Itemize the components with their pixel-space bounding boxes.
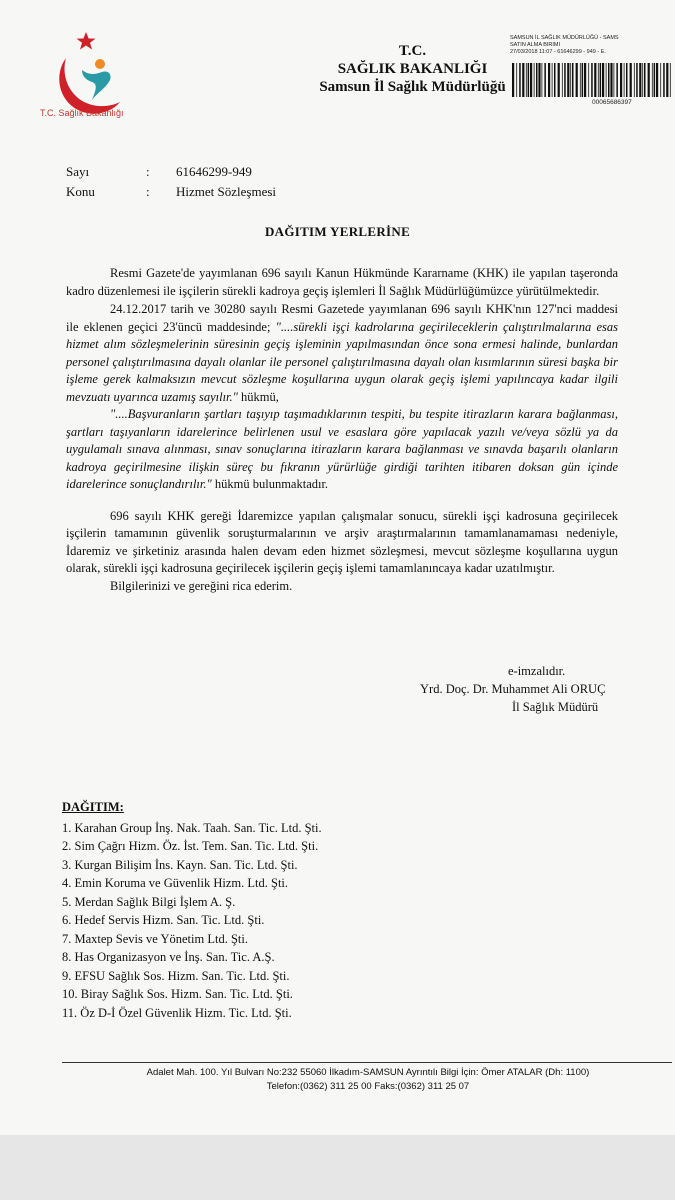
- logo-caption: T.C. Sağlık Bakanlığı: [40, 108, 124, 118]
- sayi-colon: :: [146, 164, 150, 179]
- distribution-item: 3. Kurgan Bilişim İns. Kayn. San. Tic. Ltd. Şti.: [62, 857, 298, 872]
- konu-label: Konu: [66, 184, 95, 199]
- letter-body: [66, 265, 618, 595]
- header-ministry: SAĞLIK BAKANLIĞI: [337, 61, 488, 77]
- background-margin: [0, 1135, 675, 1200]
- distribution-item: 10. Biray Sağlık Sos. Hizm. San. Tic. Ltd. Şti.: [62, 987, 293, 1001]
- footer: [62, 1066, 674, 1094]
- konu-row: [66, 182, 276, 202]
- sayi-label: Sayı: [66, 164, 90, 179]
- header-tc: T.C.: [398, 43, 427, 59]
- letter-meta: [66, 162, 276, 202]
- barcode-line-2: SATIN ALMA BIRIMI: [510, 42, 561, 48]
- distribution-item: 5. Merdan Sağlık Bilgi İşlem A. Ş.: [62, 894, 236, 909]
- paragraph-3: [66, 406, 618, 494]
- distribution-item: 2. Sim Çağrı Hizm. Öz. İst. Tem. San. Tic. Ltd. Şti.: [62, 839, 319, 853]
- paragraph-2-end: hükmü,: [237, 389, 279, 404]
- paragraph-5: Bilgilerinizi ve gereğini rica ederim.: [110, 578, 293, 593]
- distribution-item: 6. Hedef Servis Hizm. San. Tic. Ltd. Şti.: [62, 913, 265, 927]
- paragraph-2: [66, 301, 618, 406]
- distribution-item: 9. EFSU Sağlık Sos. Hizm. San. Tic. Ltd. Şti.: [62, 968, 290, 983]
- konu-colon: :: [146, 184, 150, 199]
- barcode-number: 00065686397: [592, 99, 632, 106]
- header-directorate: Samsun İl Sağlık Müdürlüğü: [319, 79, 506, 95]
- letter-title: DAĞITIM YERLERİNE: [264, 224, 411, 239]
- footer-divider: [62, 1062, 672, 1063]
- footer-address: Adalet Mah. 100. Yıl Bulvarı No:232 55060 İlkadım-SAMSUN Ayrıntılı Bilgi İçin: Ömer ATALAR (Dh: 1100): [146, 1067, 590, 1078]
- paragraph-1: Resmi Gazete'de yayımlanan 696 sayılı Kanun Hükmünde Kararname (KHK) ile yapılan taşeronda kadro düzenlemesi ile işçilerin sürekli kadroya geçiş işlemleri İl Sağlık Müdürlüğümüzce yürütülmektedir.: [66, 266, 618, 298]
- barcode-line-1: SAMSUN İL SAĞLIK MÜDÜRLÜĞÜ - SAMS: [510, 35, 619, 41]
- konu-value: Hizmet Sözleşmesi: [176, 184, 277, 199]
- paragraph-4: 696 sayılı KHK gereği İdaremizce yapılan çalışmalar sonucu, sürekli işçi kadrosuna geçirilecek işçilerin tamamının güvenlik soruşturmalarının ve arşiv araştırmalarının tamamlanamaması nedeniyle, İdaremiz ve şirketiniz arasında halen devam eden hizmet sözleşmesi, mevcut sözleşme koşullarına uygun olarak, sürekli işçi kadrosuna geçirilecek işçilerin geçiş işlemi tamamlanıncaya kadar uzatılmıştır.: [66, 508, 618, 575]
- footer-phone: Telefon:(0362) 311 25 00 Faks:(0362) 311 25 07: [266, 1081, 470, 1092]
- sayi-row: [66, 162, 276, 182]
- barcode-line-3: 27/03/2018 11:07 - 61646299 - 949 - E.: [510, 49, 606, 55]
- distribution-item: 7. Maxtep Sevis ve Yönetim Ltd. Şti.: [62, 931, 248, 946]
- signatory-role: İl Sağlık Müdürü: [512, 700, 599, 714]
- distribution-item: 1. Karahan Group İnş. Nak. Taah. San. Tic. Ltd. Şti.: [62, 820, 322, 835]
- signature-block: [420, 662, 660, 716]
- signatory-name: Yrd. Doç. Dr. Muhammet Ali ORUÇ: [420, 682, 606, 696]
- barcode: [512, 63, 672, 97]
- paragraph-2-quote: "....sürekli işçi kadrolarına geçirileceklerin çalıştırılmalarına esas hizmet alım sözleşmelerinin süresinin geçiş işleminin yapılmasından önce sona ermesi halinde, bunlardan personel çalıştırılmasına dayalı olanlar ile personel çalıştırılmasına dayalı olan kısımlarının süresi başka bir işleme gerek kalmaksızın mevcut sözleşme koşullarına uygun olarak geçiş işlemi yapılıncaya kadar ilgili mevzuatı uyarınca uzamış sayılır.": [66, 319, 618, 404]
- esign-note: e-imzalıdır.: [508, 664, 566, 678]
- distribution-list: [62, 798, 322, 1022]
- barcode-label: [510, 35, 675, 56]
- paragraph-3-end: hükmü bulunmaktadır.: [211, 477, 329, 491]
- distribution-item: 11. Öz D-İ Özel Güvenlik Hizm. Tic. Ltd. Şti.: [62, 1005, 292, 1020]
- letterhead: [300, 42, 525, 96]
- paragraph-3-quote: "....Başvuranların şartları taşıyıp taşımadıklarının tespiti, bu tespite itirazların karara bağlanması, şartları taşıyanların idarelerince belirlenen usul ve esaslara göre yapılacak yazılı ve/veya sözlü ya da uygulamalı sınava alınması, sınav sonuçlarına itirazların karara bağlanması ve sınavda başarılı olanların kadroya geçirilmesine ilişkin süreç bu fıkranın yürürlüğe girdiği tarihten itibaren doksan gün içinde idarelerince sonuçlandırılır.": [66, 407, 618, 491]
- distribution-item: 4. Emin Koruma ve Güvenlik Hizm. Ltd. Şti.: [62, 876, 289, 890]
- distribution-title: DAĞITIM:: [62, 800, 124, 814]
- distribution-item: 8. Has Organizasyon ve İnş. San. Tic. A.Ş.: [62, 950, 275, 964]
- sayi-value: 61646299-949: [176, 164, 252, 179]
- paragraph-2-intro: 24.12.2017 tarih ve 30280 sayılı Resmi Gazetede yayımlanan 696 sayılı KHK'nın 127'nci maddesi ile eklenen geçici 23'üncü maddesinde;: [66, 302, 618, 334]
